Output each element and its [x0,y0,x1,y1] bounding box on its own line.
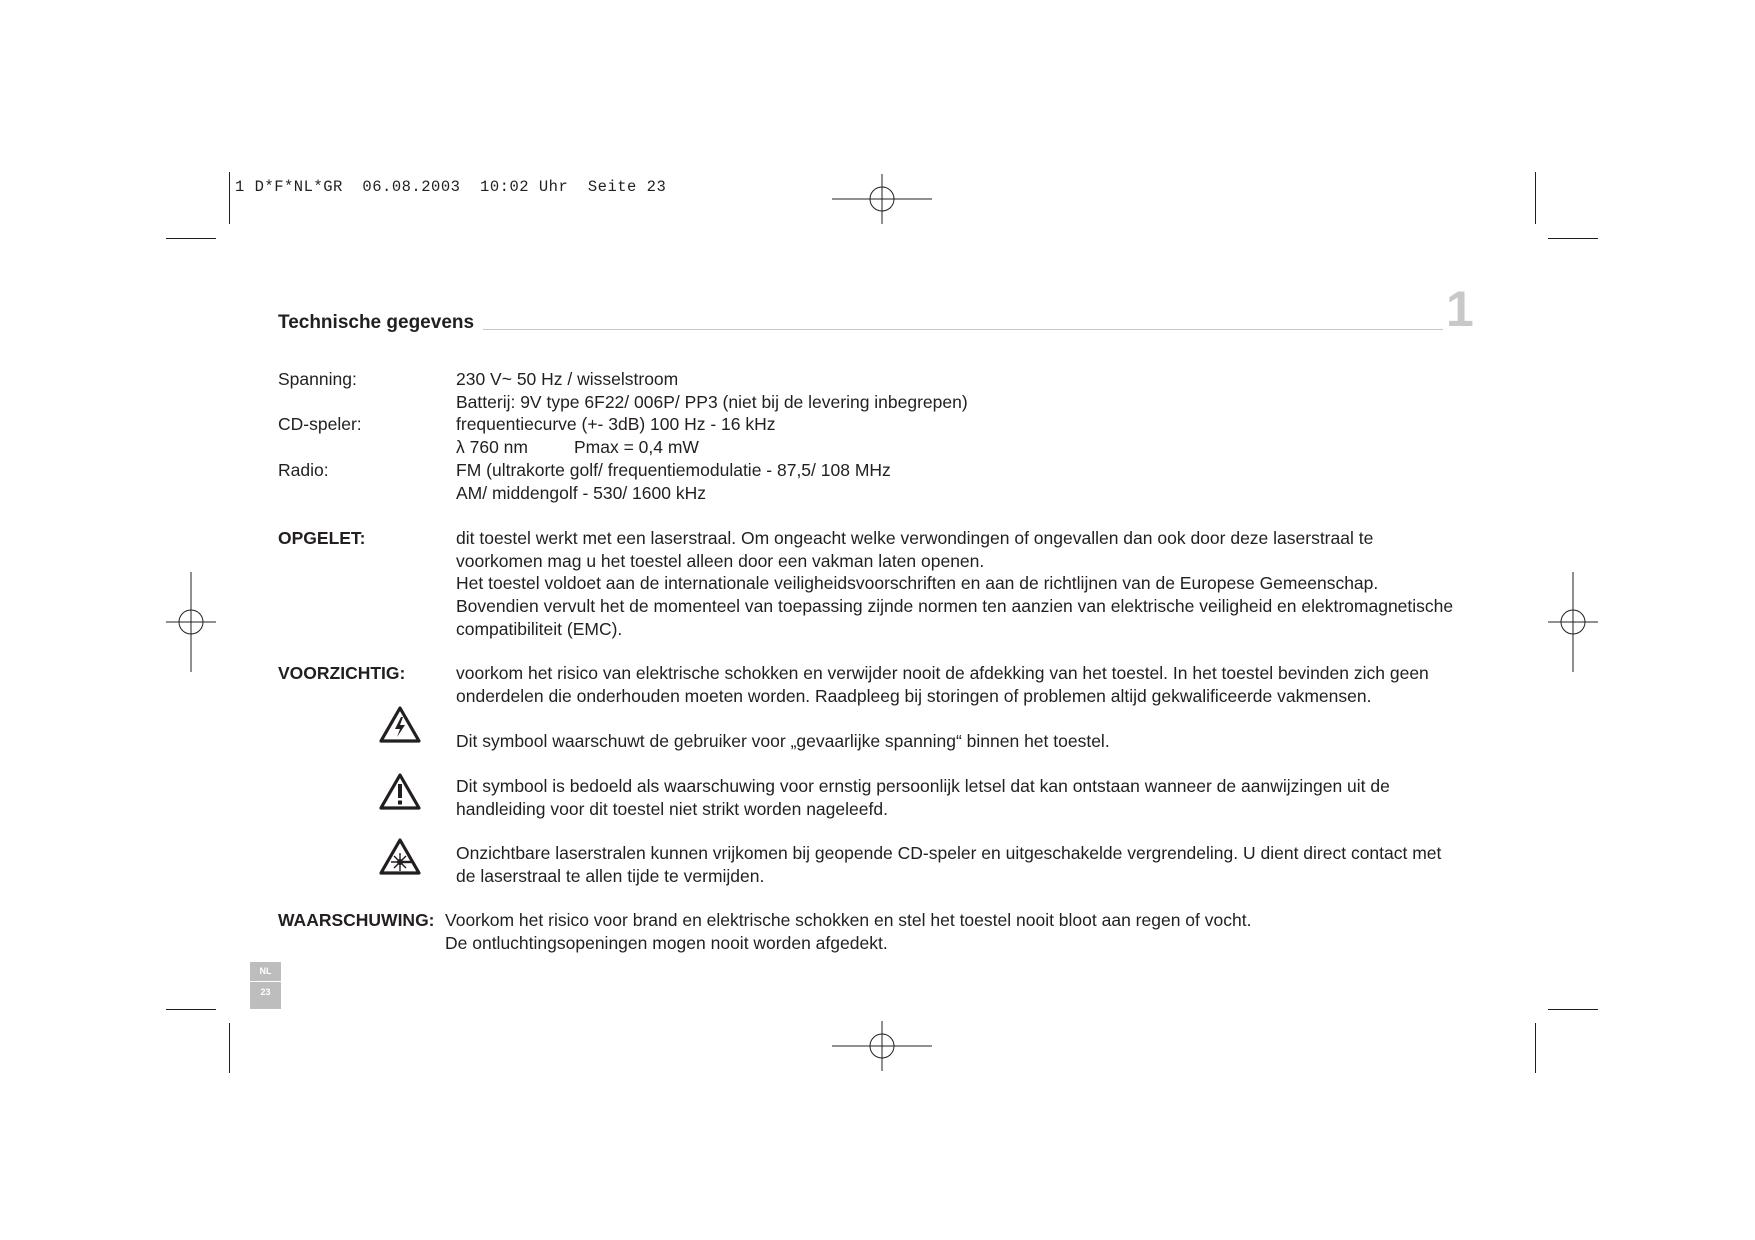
opgelet-text: dit toestel werkt met een laserstraal. Om ongeacht welke verwondingen of ongevallen dan ook door deze laserstraal te voorkomen mag u het toestel alleen door een vakman laten openen. Het toestel voldoet aan de internationale veiligheidsvoorschriften en aan de richtlijnen van de Europese Gemeenschap. Bovendien vervult het de momenteel van toepassing zijnde normen ten aanzien van elektrische veiligheid en elektromagnetische compatibiliteit (EMC). [456,528,1454,639]
voorzichtig-label: VOORZICHTIG: [278,663,406,683]
symbol-text-injury: Dit symbool is bedoeld als waarschuwing voor ernstig persoonlijk letsel dat kan ontstaan wanneer de aanwijzingen uit de handleiding voor dit toestel niet strikt worden nageleefd. [456,776,1390,819]
crop-mark [1548,238,1598,239]
crop-mark [1535,1023,1536,1073]
crop-mark [1535,172,1536,224]
crop-mark [229,172,230,224]
symbol-text-laser: Onzichtbare laserstralen kunnen vrijkomen bij geopende CD-speler en uitgeschakelde vergrendeling. U dient direct contact met de laserstraal te allen tijde te vermijden. [456,843,1442,886]
registration-mark-icon [1523,572,1623,672]
crop-mark [229,1023,230,1073]
spec-value-spanning: 230 V~ 50 Hz / wisselstroom Batterij: 9V type 6F22/ 006P/ PP3 (niet bij de levering inbegrepen) [456,369,968,412]
waarschuwing-label: WAARSCHUWING: [278,910,435,930]
heading-rule [483,329,1443,330]
high-voltage-warning-icon [379,706,421,744]
spec-value-radio: FM (ultrakorte golf/ frequentiemodulatie - 87,5/ 108 MHz AM/ middengolf - 530/ 1600 kHz [456,460,891,503]
spec-label-cd-speler: CD-speler: [278,414,362,434]
laser-warning-icon [379,838,421,876]
spec-label-radio: Radio: [278,460,329,480]
page-number-tab: 23 [250,982,281,1009]
crop-mark [1548,1009,1598,1010]
chapter-number: 1 [1446,281,1474,337]
spec-value-cd-speler: frequentiecurve (+- 3dB) 100 Hz - 16 kHz λ 760 nm Pmax = 0,4 mW [456,414,776,457]
crop-mark [166,1009,216,1010]
registration-mark-icon [832,149,932,249]
spec-label-spanning: Spanning: [278,369,357,389]
language-tab: NL [250,962,281,981]
opgelet-label: OPGELET: [278,528,366,548]
waarschuwing-text: Voorkom het risico voor brand en elektrische schokken en stel het toestel nooit bloot aan regen of vocht. De ontluchtingsopeningen mogen nooit worden afgedekt. [445,910,1252,953]
exclamation-warning-icon [379,773,421,811]
crop-mark [166,238,216,239]
print-slug: 1 D*F*NL*GR 06.08.2003 10:02 Uhr Seite 23 [235,178,667,196]
registration-mark-icon [141,572,241,672]
page-title: Technische gegevens [278,312,475,333]
voorzichtig-text: voorkom het risico van elektrische schokken en verwijder nooit de afdekking van het toestel. In het toestel bevinden zich geen onderdelen die onderhouden moeten worden. Raadpleeg bij storingen of problemen altijd gekwalificeerde vakmensen. [456,663,1429,706]
registration-mark-icon [832,996,932,1096]
symbol-text-voltage: Dit symbool waarschuwt de gebruiker voor „gevaarlijke spanning“ binnen het toestel. [456,731,1110,751]
